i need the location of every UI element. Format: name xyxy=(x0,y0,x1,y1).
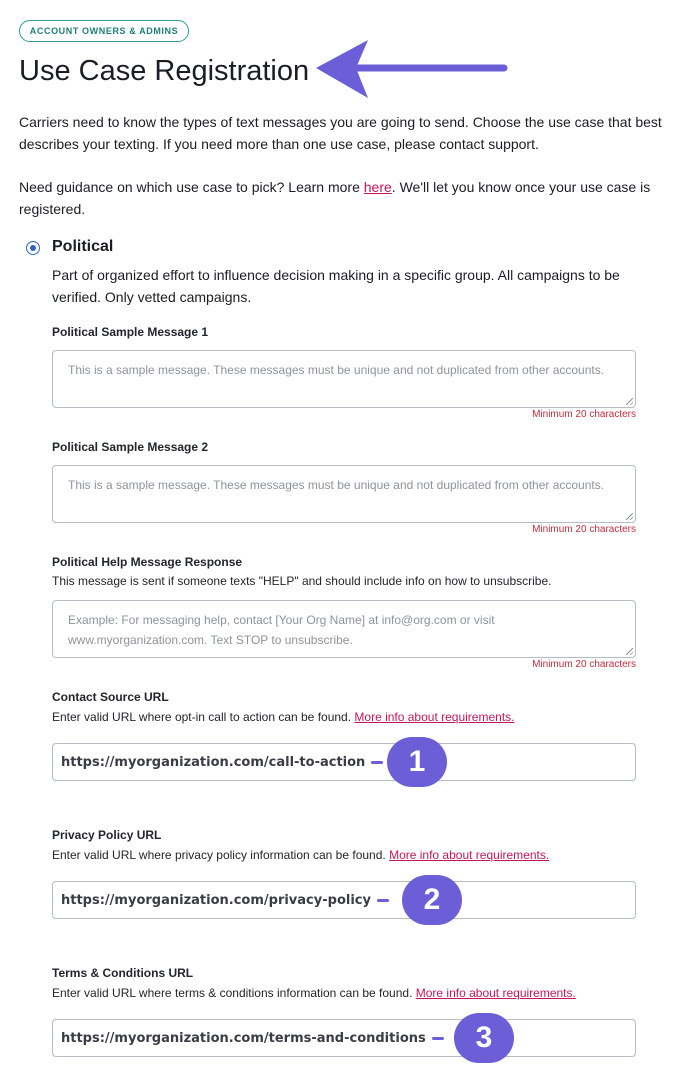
guidance-paragraph xyxy=(19,176,669,220)
privacy-policy-requirements-link[interactable]: More info about requirements. xyxy=(389,848,550,862)
terms-conditions-label: Terms & Conditions URL xyxy=(52,966,194,980)
callout-connector xyxy=(377,899,389,902)
political-option-description: Part of organized effort to influence decision making in a specific group. All campaigns to be verified. Only vetted campaigns. xyxy=(52,267,620,305)
guidance-text: Need guidance on which use case to pick? Learn more xyxy=(19,179,364,195)
terms-conditions-description xyxy=(52,986,576,1000)
political-radio[interactable] xyxy=(26,241,40,255)
sample-message-2-label: Political Sample Message 2 xyxy=(52,440,209,454)
terms-conditions-help-text: Enter valid URL where terms & conditions information can be found. xyxy=(52,986,413,1000)
privacy-policy-description xyxy=(52,848,549,862)
sample-message-1-textarea[interactable] xyxy=(52,350,636,408)
terms-conditions-input[interactable] xyxy=(52,1019,636,1057)
terms-conditions-value: https://myorganization.com/terms-and-conditions xyxy=(61,1030,426,1046)
help-message-description: This message is sent if someone texts "HELP" and should include info on how to unsubscribe. xyxy=(52,574,552,588)
resize-handle-icon[interactable] xyxy=(626,648,633,655)
help-message-label: Political Help Message Response xyxy=(52,555,243,569)
callout-badge-1: 1 xyxy=(387,737,447,787)
guidance-text-end: . We'll let you know once your use case is registered. xyxy=(19,179,651,217)
contact-source-value: https://myorganization.com/call-to-action xyxy=(61,754,366,770)
page-title: Use Case Registration xyxy=(19,55,310,87)
guidance-here-link[interactable]: here xyxy=(363,179,392,195)
terms-conditions-requirements-link[interactable]: More info about requirements. xyxy=(415,986,576,1000)
help-message-hint: Minimum 20 characters xyxy=(532,659,636,670)
callout-badge-2: 2 xyxy=(402,875,462,925)
sample-message-1-label: Political Sample Message 1 xyxy=(52,325,209,339)
resize-handle-icon[interactable] xyxy=(626,398,633,405)
sample-message-2-hint: Minimum 20 characters xyxy=(532,524,636,535)
privacy-policy-value: https://myorganization.com/privacy-policy xyxy=(61,892,371,908)
contact-source-requirements-link[interactable]: More info about requirements. xyxy=(354,710,515,724)
help-message-textarea[interactable] xyxy=(52,600,636,658)
contact-source-label: Contact Source URL xyxy=(52,690,169,704)
sample-message-1-hint: Minimum 20 characters xyxy=(532,409,636,420)
help-message-placeholder: Example: For messaging help, contact [Your Org Name] at info@org.com or visit www.myorganization.com. Text STOP to unsubscribe. xyxy=(68,613,495,647)
political-option-label[interactable]: Political xyxy=(52,238,114,255)
callout-connector xyxy=(432,1037,444,1040)
contact-source-description xyxy=(52,710,515,724)
role-badge: ACCOUNT OWNERS & ADMINS xyxy=(19,20,189,42)
privacy-policy-input[interactable] xyxy=(52,881,636,919)
callout-connector xyxy=(371,761,383,764)
contact-source-input[interactable] xyxy=(52,743,636,781)
resize-handle-icon[interactable] xyxy=(626,513,633,520)
intro-paragraph: Carriers need to know the types of text messages you are going to send. Choose the use case that best describes your texting. If you need more than one use case, please contact support. xyxy=(19,114,662,152)
sample-message-2-placeholder: This is a sample message. These messages must be unique and not duplicated from other accounts. xyxy=(68,478,605,492)
arrow-left-annotation-icon xyxy=(314,38,509,102)
sample-message-1-placeholder: This is a sample message. These messages must be unique and not duplicated from other accounts. xyxy=(68,363,605,377)
sample-message-2-textarea[interactable] xyxy=(52,465,636,523)
privacy-policy-help-text: Enter valid URL where privacy policy information can be found. xyxy=(52,848,386,862)
contact-source-help-text: Enter valid URL where opt-in call to action can be found. xyxy=(52,710,352,724)
privacy-policy-label: Privacy Policy URL xyxy=(52,828,162,842)
callout-badge-3: 3 xyxy=(454,1013,514,1063)
